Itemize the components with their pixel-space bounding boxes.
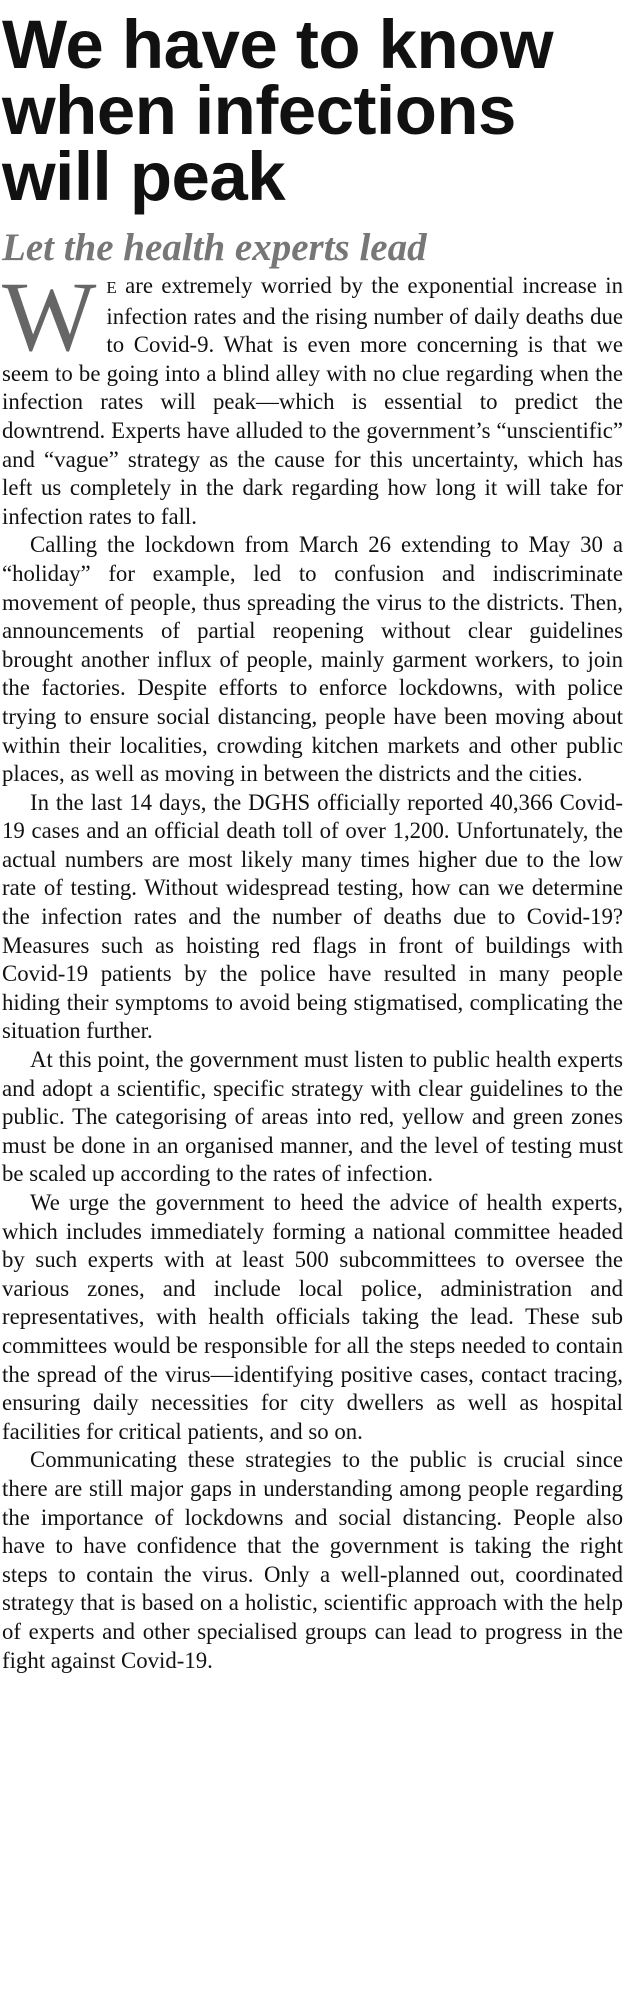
lead-paragraph bbox=[2, 261, 623, 531]
lead-paragraph-text: are extremely worried by the exponential increase in infection rates and the rising number of daily deaths due to Covid-9. What is even more concerning is that we seem to be going into a blind alley with no clue regarding when the infection rates will peak—which is essential to predict the downtrend. Experts have alluded to the government’s “unscientific” and “vague” strategy as the cause for this uncertainty, which has left us completely in the dark regarding how long it will take for infection rates to fall. bbox=[2, 273, 623, 529]
paragraph-6: Communicating these strategies to the public is crucial since there are still major gaps in understanding among people regarding the importance of lockdowns and social distancing. People also have to have confidence that the government is taking the right steps to contain the virus. Only a well-planned out, coordinated strategy that is based on a holistic, scientific approach with the help of experts and other specialised groups can lead to progress in the fight against Covid-19. bbox=[2, 1447, 623, 1673]
subheadline: Let the health experts lead bbox=[2, 226, 427, 269]
drop-cap: W bbox=[2, 261, 97, 372]
paragraph-2: Calling the lockdown from March 26 extending to May 30 a “holiday” for example, led to confusion and indiscriminate movement of people, thus spreading the virus to the districts. Then, announcements of partial reopening without clear guidelines brought another influx of people, mainly garment workers, to join the factories. Despite efforts to enforce lockdowns, with police trying to ensure social distancing, people have been moving about within their localities, crowding kitchen markets and other public places, as well as moving in between the districts and the cities. bbox=[2, 532, 623, 787]
paragraph-3: In the last 14 days, the DGHS officially reported 40,366 Covid-19 cases and an official death toll of over 1,200. Unfortunately, the actual numbers are most likely many times higher due to the low rate of testing. Without widespread testing, how can we determine the infection rates and the number of deaths due to Covid-19? Measures such as hoisting red flags in front of buildings with Covid-19 patients by the police have resulted in many people hiding their symptoms to avoid being stigmatised, complicating the situation further. bbox=[2, 789, 623, 1044]
headline: We have to know when infections will peak bbox=[2, 6, 554, 215]
lead-first-letters: E bbox=[106, 278, 117, 297]
article-body bbox=[2, 261, 623, 1675]
paragraph-4: At this point, the government must listen to public health experts and adopt a scientific, specific strategy with clear guidelines to the public. The categorising of areas into red, yellow and green zones must be done in an organised manner, and the level of testing must be scaled up according to the rates of infection. bbox=[2, 1047, 623, 1187]
paragraph-5: We urge the government to heed the advice of health experts, which includes immediately forming a national committee headed by such experts with at least 500 subcommittees to oversee the various zones, and include local police, administration and representatives, with health officials taking the lead. These sub committees would be responsible for all the steps needed to contain the spread of the virus—identifying positive cases, contact tracing, ensuring daily necessities for city dwellers as well as hospital facilities for critical patients, and so on. bbox=[2, 1190, 623, 1444]
